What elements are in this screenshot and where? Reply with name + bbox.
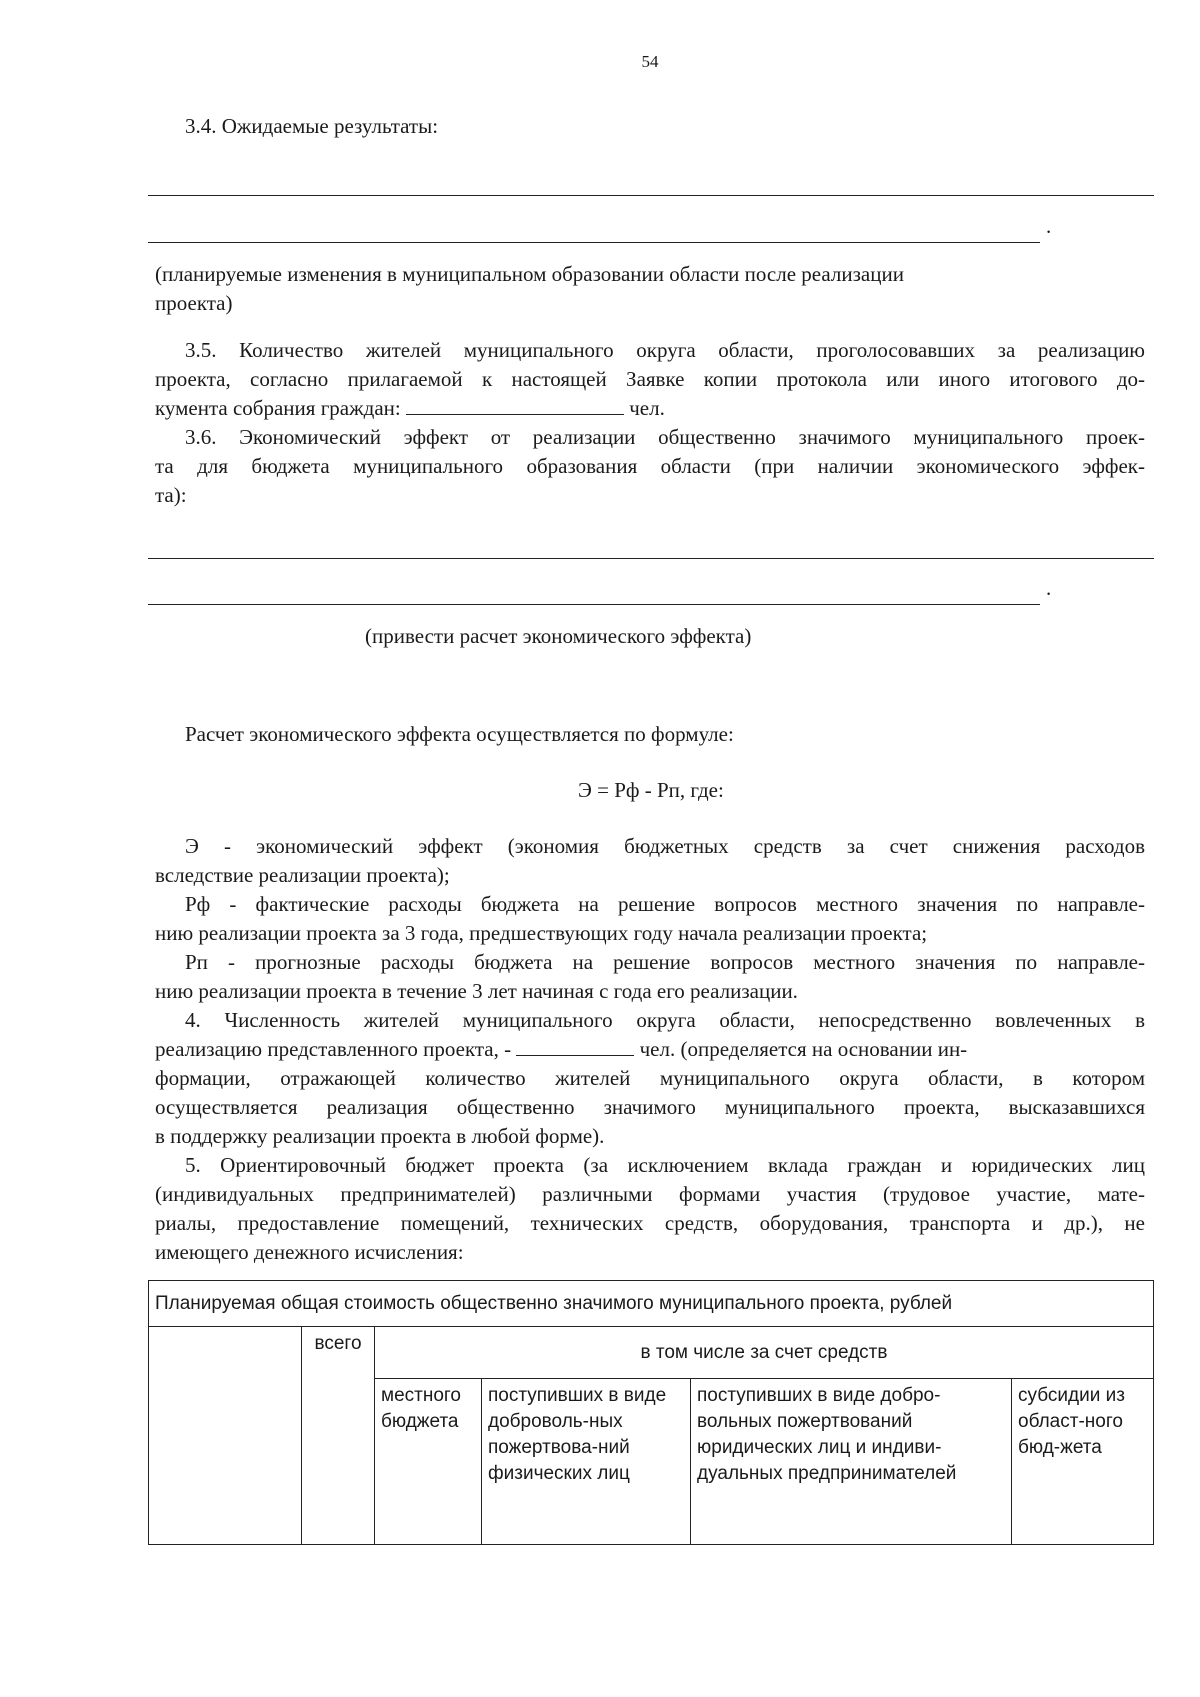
table-row xyxy=(149,1281,1154,1327)
table-header-legal-entity-donations: поступивших в виде добро-вольных пожертвований юридических лиц и индиви-дуальных предпринимателей xyxy=(691,1379,1012,1545)
blank-line[interactable] xyxy=(148,604,1040,605)
table-header-including: в том числе за счет средств xyxy=(375,1327,1154,1379)
section-4-text: 4. Численность жителей муниципального округа области, непосредственно вовлеченных в xyxy=(185,1008,1145,1032)
section-3-5-text xyxy=(155,394,1155,423)
section-4-text-start: реализацию представленного проекта, - xyxy=(155,1037,512,1061)
table-header-individual-donations: поступивших в виде доброволь-ных пожертвова-ний физических лиц xyxy=(482,1379,691,1545)
section-3-4-caption: (планируемые изменения в муниципальном образовании области после реализации xyxy=(155,262,904,286)
section-3-4-heading: 3.4. Ожидаемые результаты: xyxy=(185,114,439,138)
section-5-text: (индивидуальных предпринимателей) различными формами участия (трудовое участие, мате- xyxy=(155,1182,1145,1206)
section-3-4-caption: проекта) xyxy=(155,291,233,315)
section-5-text: риалы, предоставление помещений, технических средств, оборудования, транспорта и др.), не xyxy=(155,1211,1145,1235)
section-3-6-caption: (привести расчет экономического эффекта) xyxy=(365,624,752,648)
section-5-text: 5. Ориентировочный бюджет проекта (за исключением вклада граждан и юридических лиц xyxy=(185,1153,1145,1177)
formula-definition: нию реализации проекта в течение 3 лет начиная с года его реализации. xyxy=(155,979,798,1003)
section-4-text: осуществляется реализация общественно значимого муниципального проекта, высказавшихся xyxy=(155,1095,1145,1119)
formula-equation: Э = Рф - Рп, где: xyxy=(578,778,724,802)
section-5-text: имеющего денежного исчисления: xyxy=(155,1240,464,1264)
formula-intro: Расчет экономического эффекта осуществляется по формуле: xyxy=(185,722,734,746)
budget-table xyxy=(148,1280,1154,1545)
section-3-6-text: та): xyxy=(155,483,187,507)
line-end-dot: . xyxy=(1046,214,1052,238)
blank-line[interactable] xyxy=(148,558,1154,559)
table-title: Планируемая общая стоимость общественно значимого муниципального проекта, рублей xyxy=(149,1281,1154,1327)
section-3-5-text-start: кумента собрания граждан: xyxy=(155,396,401,420)
line-end-dot: . xyxy=(1046,576,1052,600)
page-number: 54 xyxy=(641,52,659,71)
table-row xyxy=(149,1327,1154,1379)
section-4-text-end: чел. (определяется на основании ин- xyxy=(639,1037,968,1061)
section-3-5-text: проекта, согласно прилагаемой к настоящей Заявке копии протокола или иного итогового до- xyxy=(155,367,1145,391)
section-3-6-text: та для бюджета муниципального образования области (при наличии экономического эффек- xyxy=(155,454,1145,478)
section-4-text xyxy=(155,1035,1155,1064)
formula-definition: нию реализации проекта за 3 года, предшествующих году начала реализации проекта; xyxy=(155,921,928,945)
formula-definition: Э - экономический эффект (экономия бюджетных средств за счет снижения расходов xyxy=(185,834,1145,858)
blank-line[interactable] xyxy=(148,242,1040,243)
blank-line[interactable] xyxy=(148,195,1154,196)
formula-definition: вследствие реализации проекта); xyxy=(155,863,450,887)
table-cell-empty[interactable] xyxy=(149,1327,302,1545)
table-header-regional-subsidy: субсидии из област-ного бюд-жета xyxy=(1012,1379,1154,1545)
formula-definition: Рф - фактические расходы бюджета на решение вопросов местного значения по направле- xyxy=(185,892,1145,916)
residents-count-field[interactable] xyxy=(406,394,624,415)
section-4-text: формации, отражающей количество жителей муниципального округа области, в котором xyxy=(155,1066,1145,1090)
section-3-6-text: 3.6. Экономический эффект от реализации общественно значимого муниципального проек- xyxy=(185,425,1145,449)
table-header-local-budget: местного бюджета xyxy=(375,1379,482,1545)
formula-definition: Рп - прогнозные расходы бюджета на решение вопросов местного значения по направле- xyxy=(185,950,1145,974)
section-3-5-text: 3.5. Количество жителей муниципального округа области, проголосовавших за реализацию xyxy=(185,338,1145,362)
unit-label: чел. xyxy=(629,396,665,420)
table-header-total: всего xyxy=(302,1327,375,1545)
section-4-text: в поддержку реализации проекта в любой форме). xyxy=(155,1124,605,1148)
involved-residents-field[interactable] xyxy=(516,1035,634,1056)
